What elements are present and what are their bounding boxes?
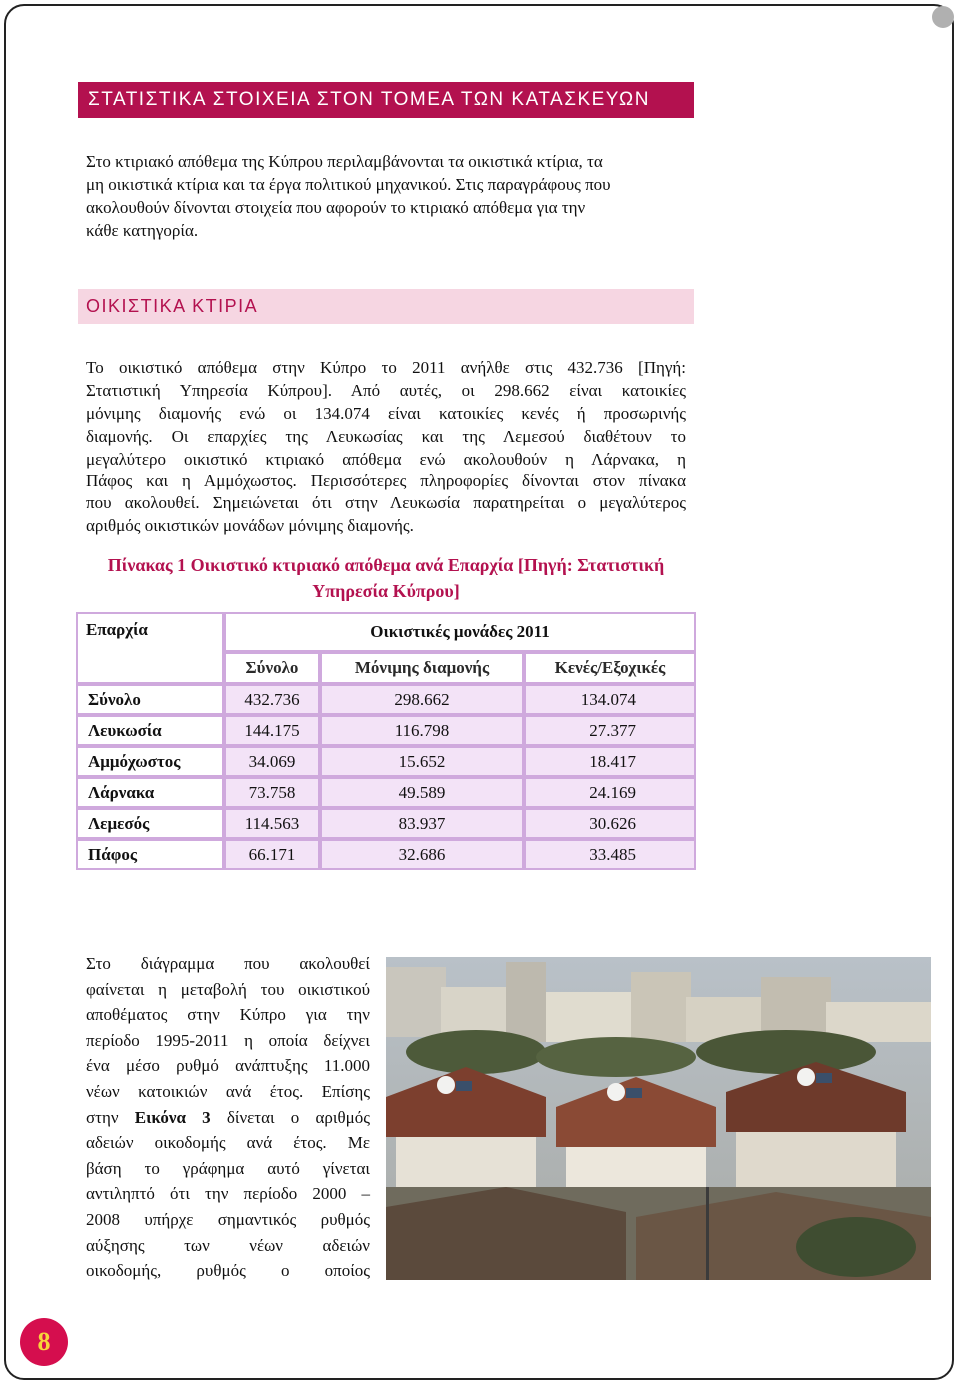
subsection-title: ΟΙΚΙΣΤΙΚΑ ΚΤΙΡΙΑ	[78, 289, 694, 324]
column-header-total: Σύνολο	[224, 652, 320, 684]
cell-vacant: 33.485	[524, 839, 696, 870]
body-line: Το οικιστικό απόθεμα στην Κύπρο το 2011 ανήλθε στις 432.736 [Πηγή:	[86, 358, 686, 377]
cell-total: 144.175	[224, 715, 320, 746]
intro-line: ακολουθούν δίνονται στοιχεία που αφορούν το κτιριακό απόθεμα για την	[86, 198, 586, 217]
text-line: βάση το γράφημα αυτό γίνεται	[86, 1158, 370, 1178]
housing-stock-table	[76, 612, 696, 870]
text-line: 2008 υπήρχε σημαντικός ρυθμός	[86, 1209, 370, 1229]
row-label: Λάρνακα	[76, 777, 224, 808]
cell-vacant: 18.417	[524, 746, 696, 777]
cell-permanent: 116.798	[320, 715, 524, 746]
body-line: αριθμός οικιστικών μονάδων μόνιμης διαμονής.	[86, 516, 414, 535]
body-line: Πάφος και η Αμμόχωστος. Περισσότερες πληροφορίες δίνονται στον πίνακα	[86, 471, 686, 490]
text-fragment: δίνεται ο αριθμός	[226, 1107, 370, 1127]
cell-vacant: 134.074	[524, 684, 696, 715]
row-label: Λεμεσός	[76, 808, 224, 839]
text-line: περίοδο 1995-2011 η οποία δείχνει	[86, 1030, 370, 1050]
cell-permanent: 49.589	[320, 777, 524, 808]
row-label: Αμμόχωστος	[76, 746, 224, 777]
intro-line: μη οικιστικά κτίρια και τα έργα πολιτικού μηχανικού. Στις παραγράφους που	[86, 175, 611, 194]
cell-permanent: 298.662	[320, 684, 524, 715]
intro-line: Στο κτιριακό απόθεμα της Κύπρου περιλαμβάνονται τα οικιστικά κτίρια, τα	[86, 152, 603, 171]
table-caption-line: Πίνακας 1 Οικιστικό κτιριακό απόθεμα ανά Επαρχία [Πηγή: Στατιστική	[107, 555, 665, 575]
corner-decoration	[932, 6, 954, 28]
row-label: Πάφος	[76, 839, 224, 870]
row-label: Σύνολο	[76, 684, 224, 715]
cell-total: 432.736	[224, 684, 320, 715]
intro-line: κάθε κατηγορία.	[86, 221, 199, 240]
body-line: διαμονής. Οι επαρχίες της Λευκωσίας και της Λεμεσού διαθέτουν το	[86, 427, 686, 446]
cell-total: 73.758	[224, 777, 320, 808]
text-line: αποθέματος στην Κύπρο για την	[86, 1005, 370, 1025]
table-row	[76, 839, 696, 870]
column-header-permanent: Μόνιμης διαμονής	[320, 652, 524, 684]
cell-vacant: 24.169	[524, 777, 696, 808]
cell-total: 34.069	[224, 746, 320, 777]
table-caption	[78, 552, 694, 604]
table-caption-line: Υπηρεσία Κύπρου]	[312, 581, 460, 601]
town-photo	[386, 957, 931, 1280]
text-line: φαίνεται η μεταβολή του οικιστικού	[86, 979, 370, 999]
cell-total: 66.171	[224, 839, 320, 870]
section-title: ΣΤΑΤΙΣΤΙΚΑ ΣΤΟΙΧΕΙΑ ΣΤΟΝ ΤΟΜΕΑ ΤΩΝ ΚΑΤΑΣΚΕΥΩΝ	[78, 82, 694, 118]
page-number: 8	[20, 1318, 68, 1366]
chart-description-text	[86, 951, 370, 1284]
cell-permanent: 83.937	[320, 808, 524, 839]
figure-reference: Εικόνα 3	[134, 1107, 211, 1127]
cell-permanent: 32.686	[320, 839, 524, 870]
table-row	[76, 746, 696, 777]
group-header: Οικιστικές μονάδες 2011	[224, 612, 696, 652]
cell-vacant: 27.377	[524, 715, 696, 746]
body-line: Στατιστική Υπηρεσία Κύπρου]. Από αυτές, οι 298.662 είναι κατοικίες	[86, 381, 686, 400]
body-line: που ακολουθεί. Σημειώνεται ότι στην Λευκωσία παρατηρείται ο μεγαλύτερος	[86, 493, 686, 512]
cell-permanent: 15.652	[320, 746, 524, 777]
text-line: αδειών οικοδομής ανά έτος. Με	[86, 1133, 370, 1153]
cell-vacant: 30.626	[524, 808, 696, 839]
region-column-header: Επαρχία	[76, 612, 224, 684]
text-line: αντιληπτό ότι την περίοδο 2000 –	[86, 1184, 370, 1204]
text-line: ένα μέσο ρυθμό ανάπτυξης 11.000	[86, 1056, 370, 1076]
row-label: Λευκωσία	[76, 715, 224, 746]
table-row	[76, 684, 696, 715]
table-row	[76, 777, 696, 808]
text-line: αύξησης των νέων αδειών	[86, 1235, 370, 1255]
column-header-vacant: Κενές/Εξοχικές	[524, 652, 696, 684]
text-line: νέων κατοικιών ανά έτος. Επίσης	[86, 1081, 370, 1101]
body-line: μεγαλύτερο οικιστικό κτιριακό απόθεμα ενώ ακολουθούν η Λάρνακα, η	[86, 450, 686, 469]
text-fragment: στην	[86, 1107, 119, 1127]
table-row	[76, 715, 696, 746]
text-line: Στο διάγραμμα που ακολουθεί	[86, 954, 370, 973]
text-line: οικοδομής, ρυθμός ο οποίος	[86, 1261, 370, 1281]
cell-total: 114.563	[224, 808, 320, 839]
body-line: μόνιμης διαμονής ενώ οι 134.074 είναι κατοικίες κενές ή προσωρινής	[86, 404, 686, 423]
text-line	[86, 1105, 370, 1131]
table-row	[76, 808, 696, 839]
